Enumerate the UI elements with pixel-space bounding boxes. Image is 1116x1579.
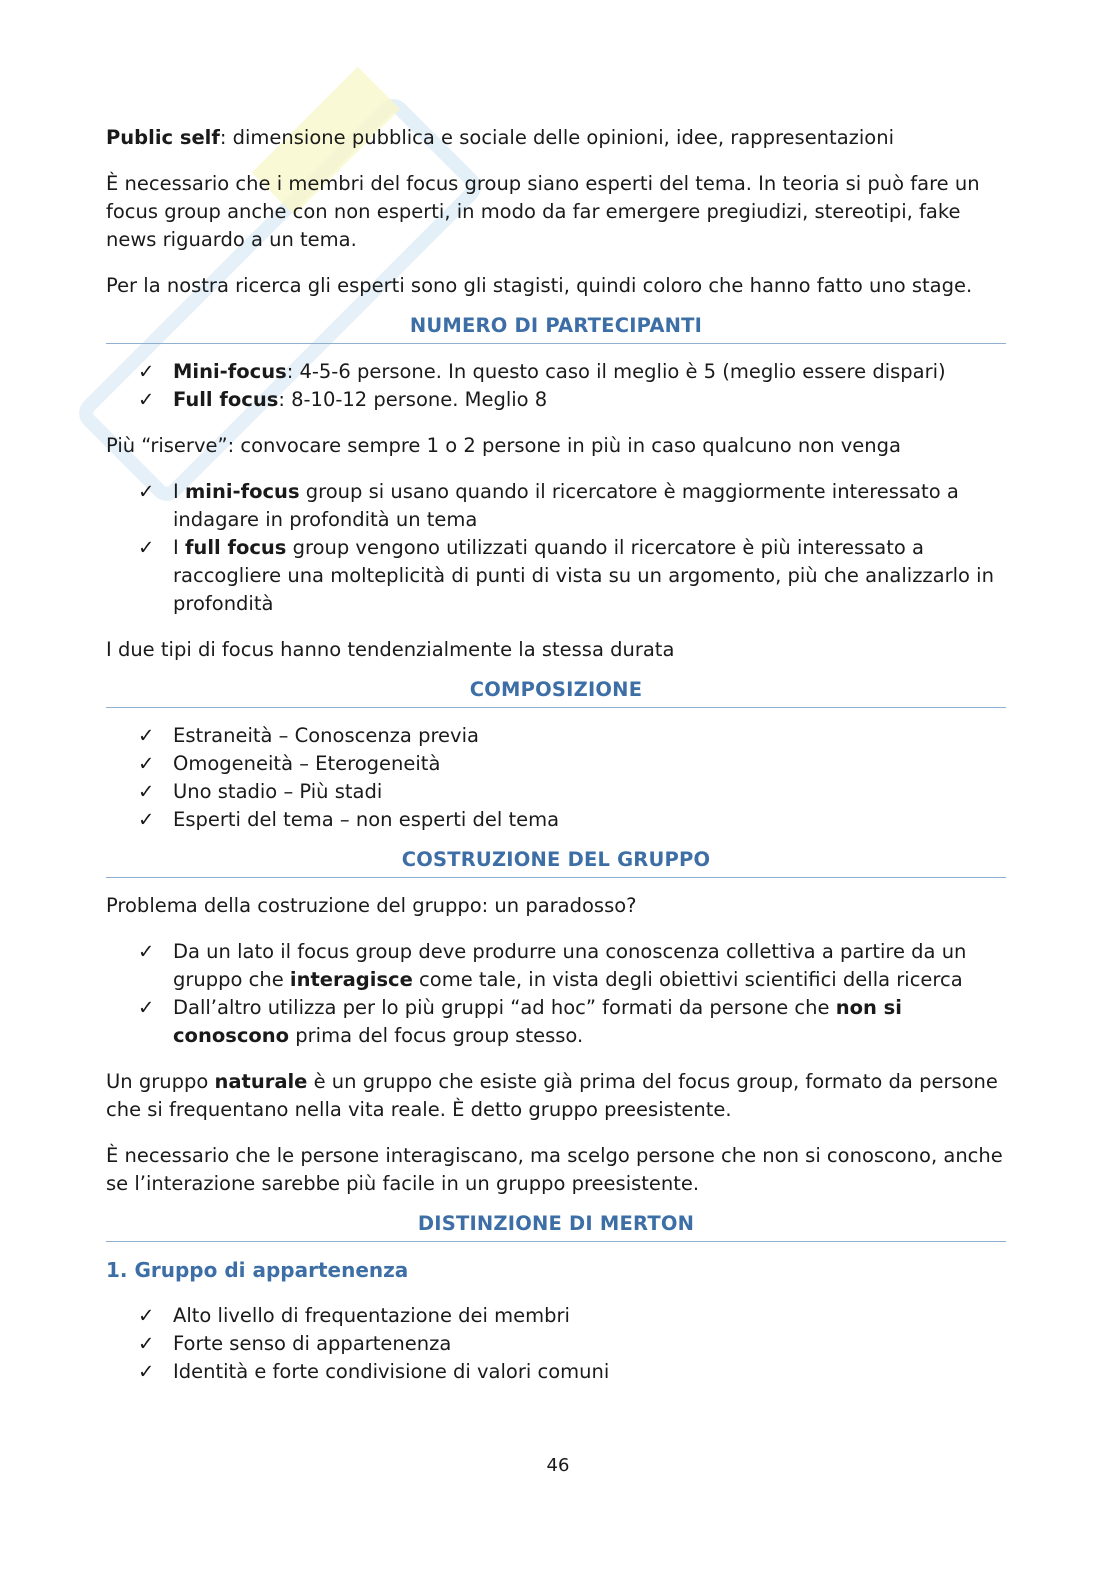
riserve-paragraph: Più “riserve”: convocare sempre 1 o 2 persone in più in caso qualcuno non venga xyxy=(106,434,901,457)
list-item: ✓ Mini-focus: 4-5-6 persone. In questo caso il meglio è 5 (meglio essere dispari) xyxy=(106,358,1006,386)
document-page xyxy=(106,124,1006,1404)
list-item: ✓ Full focus: 8-10-12 persone. Meglio 8 xyxy=(106,386,1006,414)
check-icon: ✓ xyxy=(138,1332,155,1355)
focus-use-list xyxy=(106,478,1006,618)
heading-costruzione-gruppo: COSTRUZIONE DEL GRUPPO xyxy=(106,846,1006,878)
check-icon: ✓ xyxy=(138,536,155,559)
list-item: ✓ Identità e forte condivisione di valori comuni xyxy=(106,1358,1006,1386)
public-self-paragraph: Public self: dimensione pubblica e sociale delle opinioni, idee, rappresentazioni xyxy=(106,126,894,149)
list-item: ✓ Esperti del tema – non esperti del tema xyxy=(106,806,1006,834)
check-icon: ✓ xyxy=(138,360,155,383)
list-item: ✓ Estraneità – Conoscenza previa xyxy=(106,722,1006,750)
list-item: ✓ Omogeneità – Eterogeneità xyxy=(106,750,1006,778)
check-icon: ✓ xyxy=(138,780,155,803)
naturale-paragraph: Un gruppo naturale è un gruppo che esiste già prima del focus group, formato da persone che si frequentano nella vita reale. È detto gruppo preesistente. xyxy=(106,1070,998,1121)
check-icon: ✓ xyxy=(138,724,155,747)
paradosso-paragraph: Problema della costruzione del gruppo: un paradosso? xyxy=(106,894,637,917)
check-icon: ✓ xyxy=(138,996,155,1019)
list-item: ✓ I full focus group vengono utilizzati quando il ricercatore è più interessato a raccogliere una molteplicità di punti di vista su un argomento, più che analizzarlo in profondità xyxy=(138,536,994,615)
check-icon: ✓ xyxy=(138,388,155,411)
appartenenza-list xyxy=(106,1302,1006,1386)
check-icon: ✓ xyxy=(138,940,155,963)
focus-size-list xyxy=(106,358,1006,414)
heading-distinzione-merton: DISTINZIONE DI MERTON xyxy=(106,1210,1006,1242)
research-paragraph: Per la nostra ricerca gli esperti sono gli stagisti, quindi coloro che hanno fatto uno stage. xyxy=(106,274,973,297)
subheading-gruppo-appartenenza: 1. Gruppo di appartenenza xyxy=(106,1258,409,1282)
interazione-paragraph: È necessario che le persone interagiscano, ma scelgo persone che non si conoscono, anche se l’interazione sarebbe più facile in un gruppo preesistente. xyxy=(106,1144,1003,1195)
heading-composizione: COMPOSIZIONE xyxy=(106,676,1006,708)
experts-paragraph: È necessario che i membri del focus group siano esperti del tema. In teoria si può fare un focus group anche con non esperti, in modo da far emergere pregiudizi, stereotipi, fake news riguardo a un tema. xyxy=(106,172,980,251)
list-item: ✓ Alto livello di frequentazione dei membri xyxy=(106,1302,1006,1330)
list-item: ✓ Uno stadio – Più stadi xyxy=(106,778,1006,806)
list-item: ✓ Da un lato il focus group deve produrre una conoscenza collettiva a partire da un gruppo che interagisce come tale, in vista degli obiettivi scientifici della ricerca xyxy=(138,940,967,991)
durata-paragraph: I due tipi di focus hanno tendenzialmente la stessa durata xyxy=(106,638,675,661)
list-item: ✓ I mini-focus group si usano quando il ricercatore è maggiormente interessato a indagare in profondità un tema xyxy=(138,480,959,531)
page-number: 46 xyxy=(546,1455,570,1476)
check-icon: ✓ xyxy=(138,480,155,503)
heading-numero-partecipanti: NUMERO DI PARTECIPANTI xyxy=(106,312,1006,344)
list-item: ✓ Forte senso di appartenenza xyxy=(106,1330,1006,1358)
paradosso-list xyxy=(106,938,1006,1050)
check-icon: ✓ xyxy=(138,752,155,775)
composizione-list xyxy=(106,722,1006,834)
check-icon: ✓ xyxy=(138,1304,155,1327)
check-icon: ✓ xyxy=(138,1360,155,1383)
list-item: ✓ Dall’altro utilizza per lo più gruppi “ad hoc” formati da persone che non si conoscono prima del focus group stesso. xyxy=(138,996,902,1047)
check-icon: ✓ xyxy=(138,808,155,831)
